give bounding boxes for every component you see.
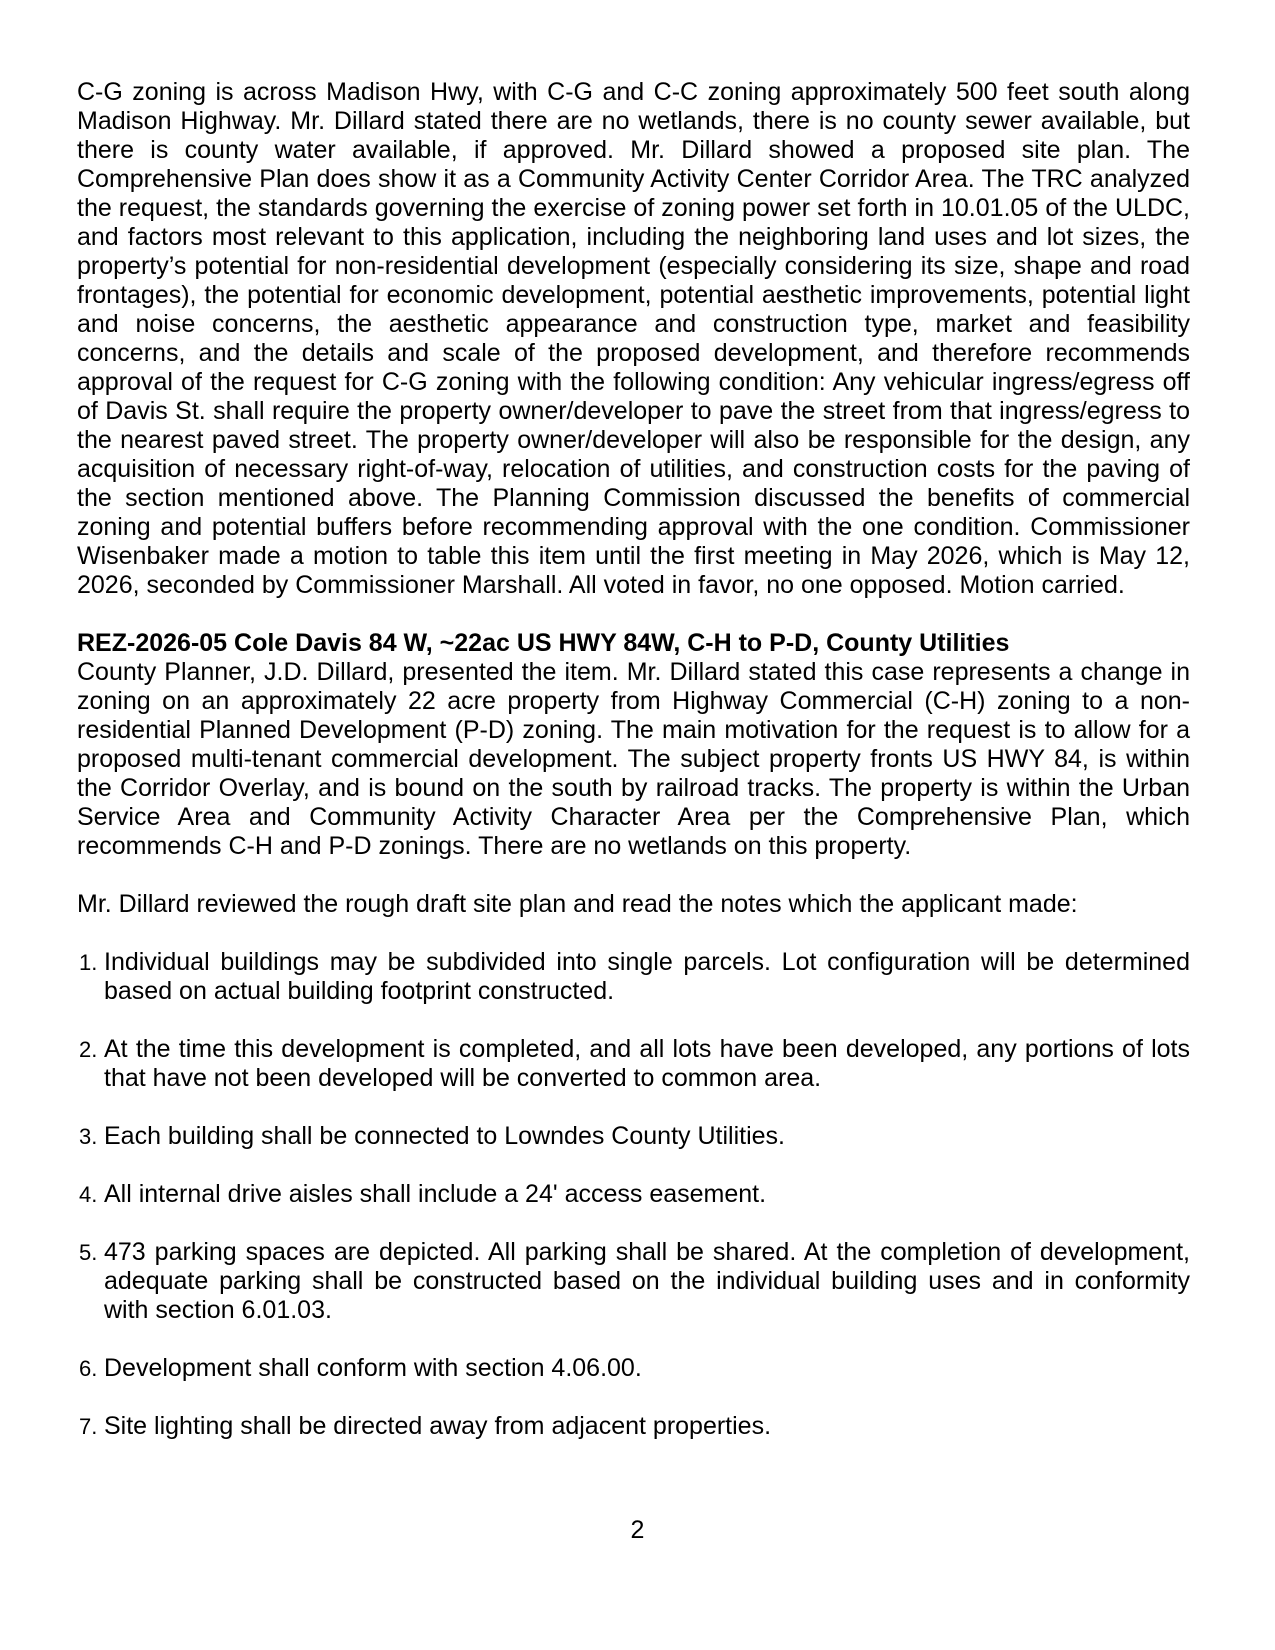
page-number: 2 [630, 1516, 645, 1544]
list-item-text: Site lighting shall be directed away from adjacent properties. [104, 1412, 772, 1440]
applicant-notes-list [77, 948, 1190, 1441]
paragraph-notes-intro: Mr. Dillard reviewed the rough draft site plan and read the notes which the applicant made: [77, 890, 1078, 918]
list-item-4 [77, 1180, 1190, 1209]
list-item-5 [77, 1238, 1190, 1325]
paragraph-cg-zoning-discussion: C-G zoning is across Madison Hwy, with C-G and C-C zoning approximately 500 feet south along Madison Highway. Mr. Dillard stated there are no wetlands, there is no county sewer available, but there is county water available, if approved. Mr. Dillard showed a proposed site plan. The Comprehensive Plan does show it as a Community Activity Center Corridor Area. The TRC analyzed the request, the standards governing the exercise of zoning power set forth in 10.01.05 of the ULDC, and factors most relevant to this application, including the neighboring land uses and lot sizes, the property’s potential for non-residential development (especially considering its size, shape and road frontages), the potential for economic development, potential aesthetic improvements, potential light and noise concerns, the aesthetic appearance and construction type, market and feasibility concerns, and the details and scale of the proposed development, and therefore recommends approval of the request for C-G zoning with the following condition: Any vehicular ingress/egress off of Davis St. shall require the property owner/developer to pave the street from that ingress/egress to the nearest paved street. The property owner/developer will also be responsible for the design, any acquisition of necessary right-of-way, relocation of utilities, and construction costs for the paving of the section mentioned above. The Planning Commission discussed the benefits of commercial zoning and potential buffers before recommending approval with the one condition. Commissioner Wisenbaker made a motion to table this item until the first meeting in May 2026, which is May 12, 2026, seconded by Commissioner Marshall. All voted in favor, no one opposed. Motion carried. [77, 78, 1190, 599]
list-item-text: All internal drive aisles shall include a 24' access easement. [104, 1180, 767, 1208]
list-item-number: 7. [79, 1414, 98, 1439]
list-item-2 [77, 1035, 1190, 1093]
list-item-3 [77, 1122, 1190, 1151]
list-item-1 [77, 948, 1190, 1006]
list-item-6 [77, 1354, 1190, 1383]
list-item-7 [77, 1412, 1190, 1441]
section-heading-rez-2026-05: REZ-2026-05 Cole Davis 84 W, ~22ac US HWY 84W, C-H to P-D, County Utilities [77, 629, 1010, 657]
list-item-number: 5. [79, 1240, 98, 1265]
list-item-text: At the time this development is completed, and all lots have been developed, any portions of lots that have not been developed will be converted to common area. [104, 1035, 1190, 1092]
list-item-number: 1. [79, 950, 98, 975]
list-item-text: Development shall conform with section 4.06.00. [104, 1354, 642, 1382]
list-item-text: Individual buildings may be subdivided into single parcels. Lot configuration will be determined based on actual building footprint constructed. [104, 948, 1190, 1005]
list-item-number: 2. [79, 1037, 98, 1062]
list-item-text: 473 parking spaces are depicted. All parking shall be shared. At the completion of development, adequate parking shall be constructed based on the individual building uses and in conformity with section 6.01.03. [104, 1238, 1190, 1324]
list-item-number: 4. [79, 1182, 98, 1207]
list-item-text: Each building shall be connected to Lowndes County Utilities. [104, 1122, 785, 1150]
paragraph-rez-description: County Planner, J.D. Dillard, presented the item. Mr. Dillard stated this case represents a change in zoning on an approximately 22 acre property from Highway Commercial (C-H) zoning to a non-residential Planned Development (P-D) zoning. The main motivation for the request is to allow for a proposed multi-tenant commercial development. The subject property fronts US HWY 84, is within the Corridor Overlay, and is bound on the south by railroad tracks. The property is within the Urban Service Area and Community Activity Character Area per the Comprehensive Plan, which recommends C-H and P-D zonings. There are no wetlands on this property. [77, 658, 1190, 860]
list-item-number: 3. [79, 1124, 98, 1149]
list-item-number: 6. [79, 1356, 98, 1381]
